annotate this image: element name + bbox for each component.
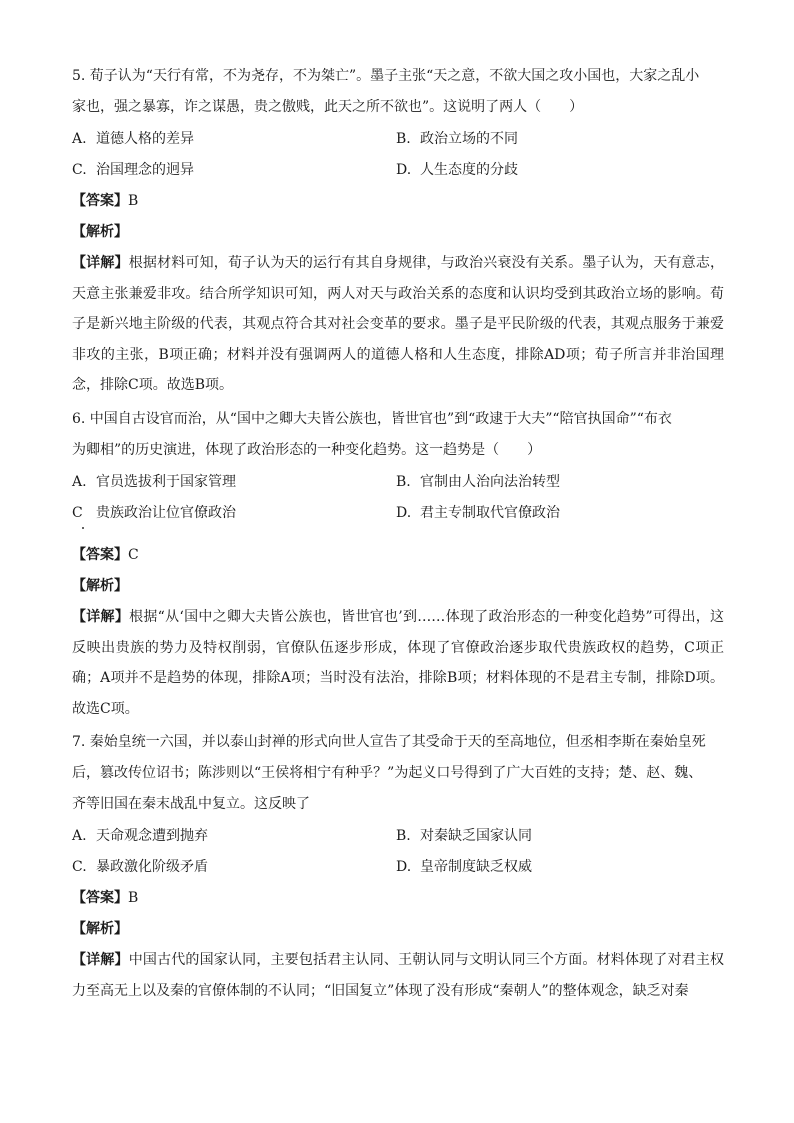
option-letter: C. bbox=[72, 859, 87, 875]
q6-detail bbox=[72, 602, 724, 724]
analysis-tag: 【解析】 bbox=[72, 224, 128, 240]
option-letter: D. bbox=[396, 162, 412, 178]
q6-stem-line-1: 6. 中国自古设官而治，从“国中之卿大夫皆公族也，皆世官也”到“政逮于大夫”“陪官执国命”“布衣 bbox=[72, 411, 672, 427]
option-text: 对秦缺乏国家认同 bbox=[420, 828, 532, 844]
q7-analysis-tag bbox=[72, 919, 128, 939]
q5-option-b bbox=[396, 129, 518, 149]
q5-option-a bbox=[72, 129, 194, 149]
q7-stem-line-2: 后，篡改传位诏书；陈涉则以“王侯将相宁有种乎？”为起义口号得到了广大百姓的支持；楚、赵、魏、 bbox=[72, 765, 703, 781]
option-text: 官制由人治向法治转型 bbox=[420, 474, 560, 490]
answer-value: B bbox=[128, 193, 139, 209]
detail-text: 中国古代的国家认同，主要包括君主认同、王朝认同与文明认同三个方面。材料体现了对君主权力至高无上以及秦的官僚体制的不认同；“旧国复立”体现了没有形成“秦朝人”的整体观念，缺乏对秦 bbox=[72, 952, 725, 999]
q5-detail bbox=[72, 248, 724, 401]
option-text: 道德人格的差异 bbox=[96, 131, 194, 147]
option-letter: A. bbox=[72, 828, 87, 844]
q5-option-d bbox=[396, 160, 518, 180]
option-letter: B. bbox=[396, 131, 411, 147]
q7-option-a bbox=[72, 826, 208, 846]
detail-tag: 【详解】 bbox=[72, 609, 130, 625]
detail-text: 根据材料可知，荀子认为天的运行有其自身规律，与政治兴衰没有关系。墨子认为，天有意志，天意主张兼爱非攻。结合所学知识可知，两人对天与政治关系的态度和认识均受到其政治立场的影响。荀子是新兴地主阶级的代表，其观点符合其对社会变革的要求。墨子是平民阶级的代表，其观点服务于兼爱非攻的主张，B项正确；材料并没有强调两人的道德人格和人生态度，排除AD项；荀子所言并非治国理念，排除C项。故选B项。 bbox=[72, 255, 725, 393]
option-text: 君主专制取代官僚政治 bbox=[420, 505, 560, 521]
q7-option-d bbox=[396, 857, 532, 877]
q6-option-b bbox=[396, 472, 560, 492]
option-text: 贵族政治让位官僚政治 bbox=[96, 505, 236, 521]
option-text: 皇帝制度缺乏权威 bbox=[420, 859, 532, 875]
q7-stem-line-3: 齐等旧国在秦末战乱中复立。这反映了 bbox=[72, 796, 310, 812]
q5-option-c bbox=[72, 160, 194, 180]
option-text: 治国理念的迥异 bbox=[96, 162, 194, 178]
option-letter: B. bbox=[396, 474, 411, 490]
answer-value: B bbox=[128, 890, 139, 906]
analysis-tag: 【解析】 bbox=[72, 578, 128, 594]
option-text: 官员选拔利于国家管理 bbox=[96, 474, 236, 490]
q6-option-a bbox=[72, 472, 236, 492]
detail-tag: 【详解】 bbox=[72, 952, 129, 968]
answer-value: C bbox=[128, 547, 139, 563]
q7-option-b bbox=[396, 826, 532, 846]
q5-analysis-tag bbox=[72, 222, 128, 242]
option-letter: C. bbox=[72, 162, 87, 178]
option-text: 人生态度的分歧 bbox=[420, 162, 518, 178]
analysis-tag: 【解析】 bbox=[72, 921, 128, 937]
option-letter: B. bbox=[396, 828, 411, 844]
q7-option-c bbox=[72, 857, 208, 877]
q5-answer bbox=[72, 191, 138, 211]
q7-answer bbox=[72, 888, 138, 908]
detail-tag: 【详解】 bbox=[72, 255, 129, 271]
q7-detail bbox=[72, 945, 724, 1006]
option-text: 天命观念遭到抛弃 bbox=[96, 828, 208, 844]
answer-tag: 【答案】 bbox=[72, 890, 128, 906]
stray-mark bbox=[82, 527, 84, 529]
option-letter: A. bbox=[72, 474, 87, 490]
q6-option-d bbox=[396, 503, 560, 523]
option-letter: D. bbox=[396, 859, 412, 875]
option-letter: D. bbox=[396, 505, 412, 521]
q6-analysis-tag bbox=[72, 576, 128, 596]
q5-stem-line-2: 家也，强之暴寡，诈之谋愚，贵之傲贱，此天之所不欲也”。这说明了两人（ ） bbox=[72, 99, 584, 115]
detail-text: 根据“从‘国中之卿大夫皆公族也，皆世官也’到……体现了政治形态的一种变化趋势”可得出，这反映出贵族的势力及特权削弱，官僚队伍逐步形成，体现了官僚政治逐步取代贵族政权的趋势，C项正确；A项并不是趋势的体现，排除A项；当时没有法治，排除B项；材料体现的不是君主专制，排除D项。故选C项。 bbox=[72, 609, 725, 717]
q6-stem-line-2: 为卿相”的历史演进，体现了政治形态的一种变化趋势。这一趋势是（ ） bbox=[72, 442, 542, 458]
option-text: 政治立场的不同 bbox=[420, 131, 518, 147]
q7-stem-line-1: 7. 秦始皇统一六国，并以泰山封禅的形式向世人宣告了其受命于天的至高地位，但丞相李斯在秦始皇死 bbox=[72, 734, 706, 750]
option-letter: A. bbox=[72, 131, 87, 147]
q5-stem-line-1: 5. 荀子认为“天行有常，不为尧存，不为桀亡”。墨子主张“天之意，不欲大国之攻小国也，大家之乱小 bbox=[72, 68, 700, 84]
option-text: 暴政激化阶级矛盾 bbox=[96, 859, 208, 875]
q6-answer bbox=[72, 545, 139, 565]
q6-option-c bbox=[72, 503, 236, 523]
option-letter: C bbox=[72, 505, 83, 521]
answer-tag: 【答案】 bbox=[72, 193, 128, 209]
answer-tag: 【答案】 bbox=[72, 547, 128, 563]
